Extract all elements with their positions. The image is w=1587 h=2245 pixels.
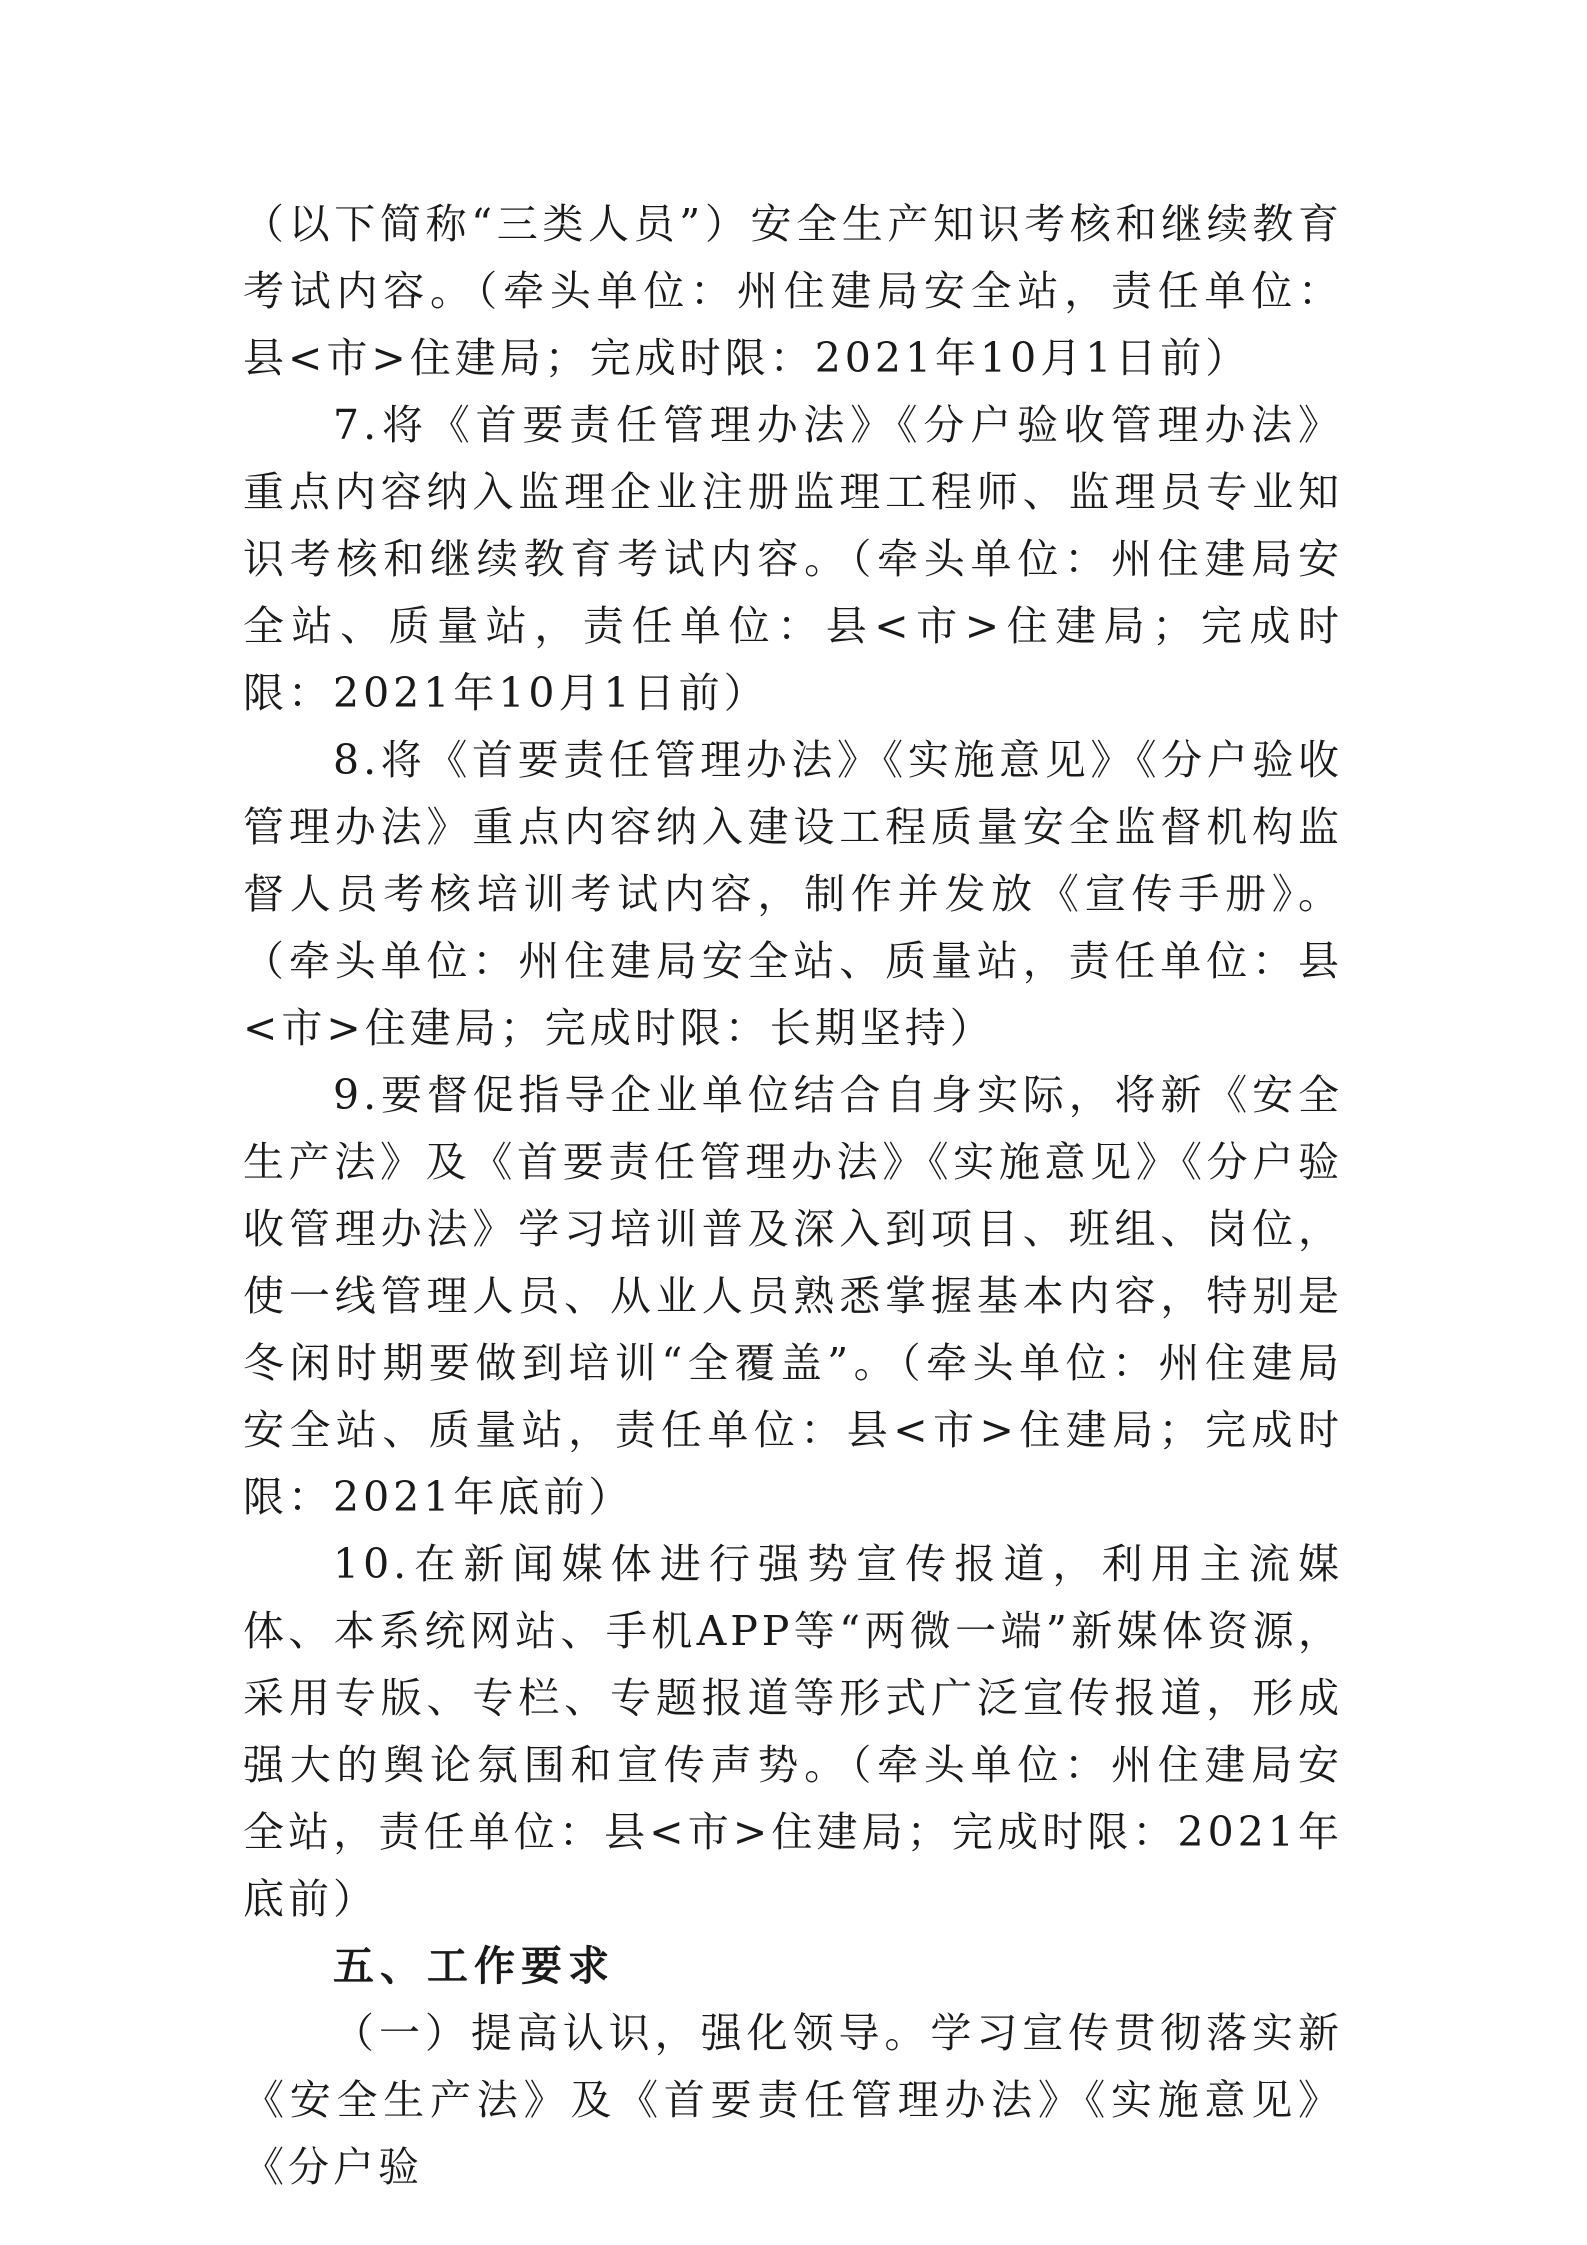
paragraph-item-9: 9.要督促指导企业单位结合自身实际，将新《安全生产法》及《首要责任管理办法》《实施意见》《分户验收管理办法》学习培训普及深入到项目、班组、岗位，使一线管理人员、从业人员熟悉掌握基本内容，特别是冬闲时期要做到培训“全覆盖”。（牵头单位：州住建局安全站、质量站，责任单位：县<市>住建局；完成时限：2021年底前） (243, 1071, 1343, 1521)
paragraph-item-8: 8.将《首要责任管理办法》《实施意见》《分户验收管理办法》重点内容纳入建设工程质量安全监督机构监督人员考核培训考试内容，制作并发放《宣传手册》。（牵头单位：州住建局安全站、质量站，责任单位：县<市>住建局；完成时限：长期坚持） (243, 736, 1343, 1052)
paragraph-item-7: 7.将《首要责任管理办法》《分户验收管理办法》重点内容纳入监理企业注册监理工程师、监理员专业知识考核和继续教育考试内容。（牵头单位：州住建局安全站、质量站，责任单位：县<市>住建局；完成时限：2021年10月1日前） (243, 401, 1343, 717)
document-page (243, 191, 1343, 2201)
paragraph-work-requirement-1: （一）提高认识，强化领导。学习宣传贯彻落实新《安全生产法》及《首要责任管理办法》《实施意见》《分户验 (243, 2009, 1343, 2191)
section-heading: 五、工作要求 (333, 1942, 615, 1990)
paragraph-continuation: （以下简称“三类人员”）安全生产知识考核和继续教育考试内容。（牵头单位：州住建局安全站，责任单位：县<市>住建局；完成时限：2021年10月1日前） (243, 200, 1343, 382)
paragraph-item-10: 10.在新闻媒体进行强势宣传报道，利用主流媒体、本系统网站、手机APP等“两微一端”新媒体资源，采用专版、专栏、专题报道等形式广泛宣传报道，形成强大的舆论氛围和宣传声势。（牵头单位：州住建局安全站，责任单位：县<市>住建局；完成时限：2021年底前） (243, 1540, 1343, 1923)
